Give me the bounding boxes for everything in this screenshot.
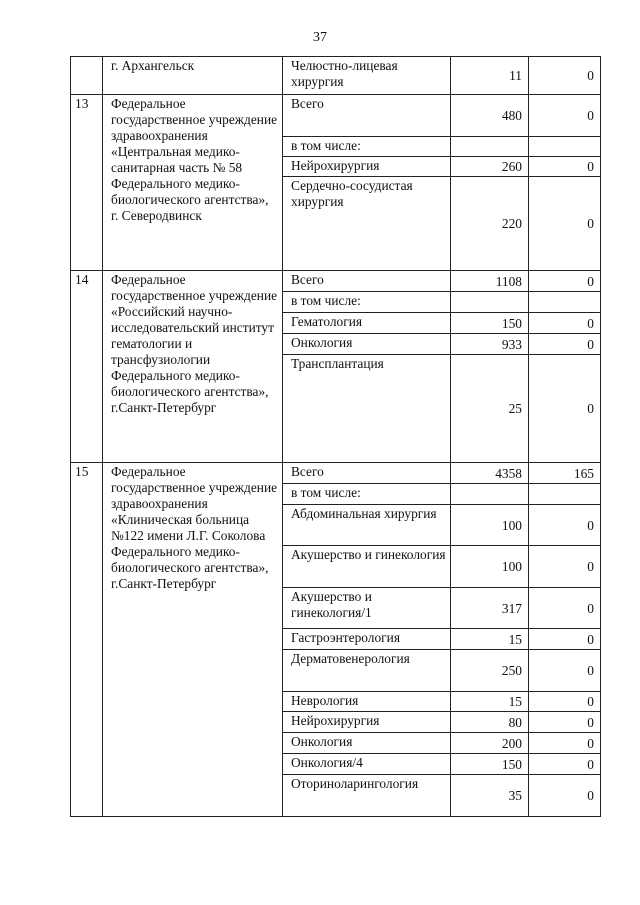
value-total: 200 (451, 733, 529, 754)
value-total: 480 (451, 95, 529, 137)
value-secondary: 0 (529, 95, 601, 137)
profile-name: Онкология (283, 334, 451, 355)
row-index (71, 57, 103, 95)
value-total: 260 (451, 157, 529, 177)
value-secondary: 0 (529, 546, 601, 588)
value-total: 25 (451, 355, 529, 463)
row-index: 15 (71, 463, 103, 817)
profile-name: Акушерство и гинекология (283, 546, 451, 588)
value-total: 220 (451, 177, 529, 271)
institution-name: Федеральное государственное учреждение здравоохранения «Центральная медико-санитарная часть № 58 Федерального медико-биологического агентства», г. Северодвинск (103, 95, 283, 271)
value-total: 150 (451, 754, 529, 775)
value-total: 35 (451, 775, 529, 817)
page-number: 37 (313, 30, 327, 45)
profile-name: Абдоминальная хирургия (283, 505, 451, 546)
profile-name: в том числе: (283, 292, 451, 313)
value-secondary: 0 (529, 733, 601, 754)
value-secondary (529, 484, 601, 505)
hospital-table (70, 56, 601, 817)
value-total (451, 292, 529, 313)
profile-name: Нейрохирургия (283, 712, 451, 733)
value-secondary: 0 (529, 334, 601, 355)
value-total: 933 (451, 334, 529, 355)
value-total: 250 (451, 650, 529, 692)
profile-name: в том числе: (283, 484, 451, 505)
value-secondary: 0 (529, 712, 601, 733)
value-secondary (529, 137, 601, 157)
profile-name: Онкология/4 (283, 754, 451, 775)
profile-name: Нейрохирургия (283, 157, 451, 177)
institution-name: Федеральное государственное учреждение «Российский научно-исследовательский институт гематологии и трансфузиологии Федерального медико-биологического агентства», г.Санкт-Петербург (103, 271, 283, 463)
value-secondary: 0 (529, 177, 601, 271)
value-secondary: 0 (529, 754, 601, 775)
value-secondary: 0 (529, 692, 601, 712)
value-total: 317 (451, 588, 529, 629)
row-index: 14 (71, 271, 103, 463)
profile-name: Трансплантация (283, 355, 451, 463)
profile-name: Гастроэнтерология (283, 629, 451, 650)
profile-name: Дерматовенерология (283, 650, 451, 692)
value-secondary: 0 (529, 57, 601, 95)
value-total: 4358 (451, 463, 529, 484)
profile-name: Неврология (283, 692, 451, 712)
value-total: 1108 (451, 271, 529, 292)
profile-name: Всего (283, 463, 451, 484)
profile-name: Всего (283, 271, 451, 292)
value-total (451, 484, 529, 505)
value-secondary: 0 (529, 650, 601, 692)
value-total: 100 (451, 546, 529, 588)
value-secondary: 0 (529, 157, 601, 177)
value-secondary: 0 (529, 313, 601, 334)
profile-name: Гематология (283, 313, 451, 334)
value-secondary (529, 292, 601, 313)
value-secondary: 0 (529, 505, 601, 546)
profile-name: Онкология (283, 733, 451, 754)
profile-name: Сердечно-сосудистая хирургия (283, 177, 451, 271)
profile-name: в том числе: (283, 137, 451, 157)
profile-name: Оториноларингология (283, 775, 451, 817)
value-total: 80 (451, 712, 529, 733)
value-secondary: 0 (529, 629, 601, 650)
value-secondary: 0 (529, 271, 601, 292)
value-total: 11 (451, 57, 529, 95)
value-secondary: 0 (529, 775, 601, 817)
value-total: 100 (451, 505, 529, 546)
value-total: 15 (451, 692, 529, 712)
table-row (71, 271, 601, 292)
table-body (71, 57, 601, 817)
value-total (451, 137, 529, 157)
institution-name: Федеральное государственное учреждение здравоохранения «Клиническая больница №122 имени Л.Г. Соколова Федерального медико-биологического агентства», г.Санкт-Петербург (103, 463, 283, 817)
value-total: 150 (451, 313, 529, 334)
value-secondary: 165 (529, 463, 601, 484)
profile-name: Всего (283, 95, 451, 137)
institution-name: г. Архангельск (103, 57, 283, 95)
profile-name: Акушерство и гинекология/1 (283, 588, 451, 629)
profile-name: Челюстно-лицевая хирургия (283, 57, 451, 95)
table-row (71, 95, 601, 137)
table-row (71, 57, 601, 95)
value-secondary: 0 (529, 588, 601, 629)
row-index: 13 (71, 95, 103, 271)
table-row (71, 463, 601, 484)
value-secondary: 0 (529, 355, 601, 463)
value-total: 15 (451, 629, 529, 650)
